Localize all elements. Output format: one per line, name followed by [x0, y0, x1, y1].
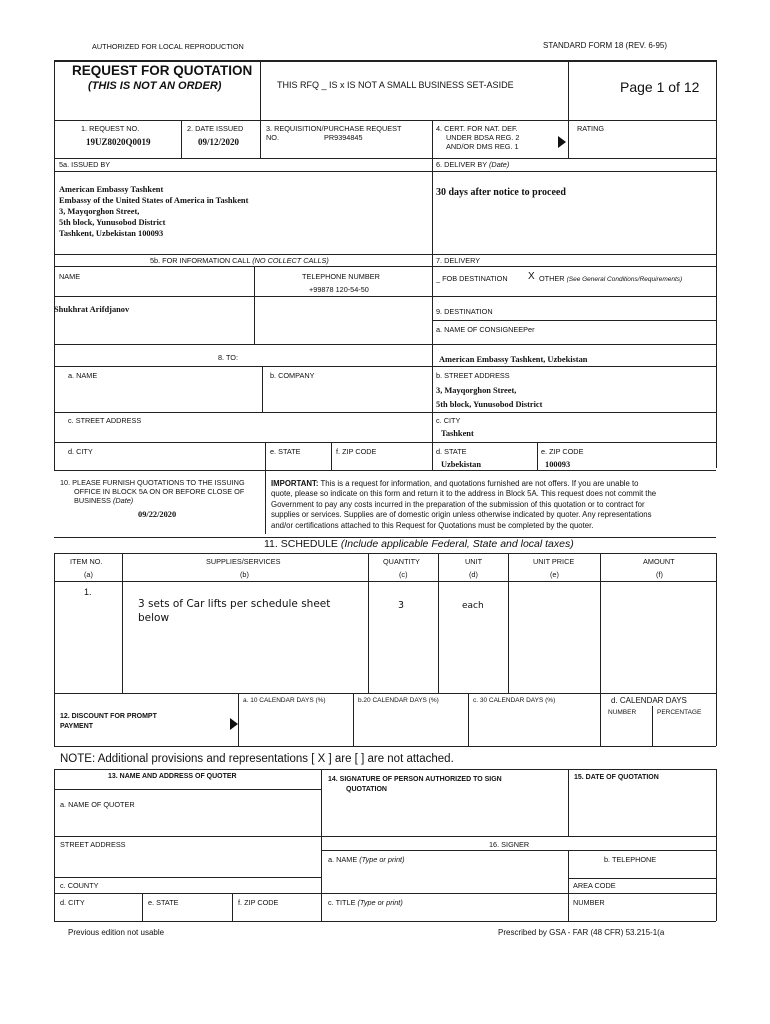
footer-prescribed-by: Prescribed by GSA - FAR (48 CFR) 53.215-1(a [498, 928, 665, 937]
col-f: (f) [656, 570, 663, 579]
zip-value: 100093 [545, 460, 571, 469]
delivery-other: OTHER (See General Conditions/Requirements) [539, 274, 683, 283]
to-state-label: e. STATE [270, 447, 301, 456]
col-supplies: SUPPLIES/SERVICES [206, 557, 281, 566]
item-description: 3 sets of Car lifts per schedule sheet below [138, 598, 331, 624]
col-unit: UNIT [465, 557, 483, 566]
contact-name-value: Shukhrat Arifdjanov [54, 305, 130, 314]
city-value: Tashkent [441, 429, 474, 438]
reproduction-note: AUTHORIZED FOR LOCAL REPRODUCTION [92, 42, 244, 51]
col-e: (e) [550, 570, 559, 579]
street-label: b. STREET ADDRESS [436, 371, 510, 380]
to-zip-label: f. ZIP CODE [336, 447, 377, 456]
request-no-value: 19UZ8020Q0019 [86, 137, 151, 147]
deliver-by-label: 6. DELIVER BY (Date) [436, 160, 510, 169]
item-number: 1. [84, 587, 92, 597]
schedule-title: 11. SCHEDULE (Include applicable Federal, State and local taxes) [264, 538, 574, 550]
requisition-no-label: NO. [266, 133, 279, 142]
state-label: d. STATE [436, 447, 467, 456]
discount-number: NUMBER [608, 709, 637, 716]
col-c: (c) [399, 570, 408, 579]
to-city-label: d. CITY [68, 447, 93, 456]
col-item-no: ITEM NO. [70, 557, 103, 566]
important-notice: IMPORTANT: This is a request for information, and quotations furnished are not offers. If you are unable to quote, please so indicate on this form and return it to the address in Block 5A. This request does not commit the Government to pay any costs incurred in the preparation of the submission of this quotation or to contract for supplies or services. Supplies are of domestic origin unless otherwise indicated by quoter. Any representations and/or certifications attached to this Request for Quotations must be completed by the quoter. [271, 479, 657, 530]
footer-edition-note: Previous edition not usable [68, 928, 165, 937]
signer-telephone-label: b. TELEPHONE [604, 855, 657, 864]
col-amount: AMOUNT [643, 557, 675, 566]
destination-label: 9. DESTINATION [436, 307, 493, 316]
item-quantity: 3 [398, 600, 405, 611]
phone-number-label: NUMBER [573, 898, 605, 907]
delivery-label: 7. DELIVERY [436, 256, 481, 265]
col-unit-price: UNIT PRICE [533, 557, 575, 566]
quoter-zip-label: f. ZIP CODE [238, 898, 279, 907]
fob-destination: _ FOB DESTINATION [436, 274, 508, 283]
info-call-label: 5b. FOR INFORMATION CALL (NO COLLECT CALLS) [150, 256, 329, 265]
form-subtitle: (THIS IS NOT AN ORDER) [88, 80, 222, 92]
issued-by-label: 5a. ISSUED BY [59, 160, 111, 169]
to-street-label: c. STREET ADDRESS [68, 416, 142, 425]
col-d: (d) [469, 570, 478, 579]
consignee-label: a. NAME OF CONSIGNEEPer [436, 325, 535, 334]
col-b: (b) [240, 570, 249, 579]
quoter-name-label: a. NAME OF QUOTER [60, 800, 135, 809]
cert-label-3: AND/OR DMS REG. 1 [446, 142, 519, 151]
requisition-value: PR9394845 [324, 133, 363, 142]
signer-title-label: c. TITLE (Type or print) [328, 898, 403, 907]
discount-20-days: b.20 CALENDAR DAYS (%) [358, 697, 439, 704]
issued-by-address: American Embassy Tashkent Embassy of the United States of America in Tashkent 3, Mayqorghon Street, 5th block, Yunusobod District Tashkent, Uzbekistan 100093 [59, 185, 249, 238]
telephone-label: TELEPHONE NUMBER [302, 272, 380, 281]
deliver-by-value: 30 days after notice to proceed [436, 187, 566, 198]
discount-label: 12. DISCOUNT FOR PROMPT PAYMENT [60, 713, 157, 730]
quoter-city-label: d. CITY [60, 898, 85, 907]
arrow-right-icon [230, 718, 238, 730]
city-label: c. CITY [436, 416, 461, 425]
discount-percentage: PERCENTAGE [657, 709, 702, 716]
area-code-label: AREA CODE [573, 881, 616, 890]
other-check[interactable]: X [528, 271, 535, 282]
consignee-value: American Embassy Tashkent, Uzbekistan [439, 355, 588, 364]
state-value: Uzbekistan [441, 460, 482, 469]
discount-calendar-days: d. CALENDAR DAYS [611, 696, 687, 705]
requisition-label: 3. REQUISITION/PURCHASE REQUEST [266, 124, 402, 133]
discount-10-days: a. 10 CALENDAR DAYS (%) [243, 697, 326, 704]
to-label: 8. TO: [218, 353, 239, 362]
signer-label: 16. SIGNER [489, 840, 530, 849]
form-number: STANDARD FORM 18 (REV. 6-95) [543, 41, 668, 50]
quoter-label: 13. NAME AND ADDRESS OF QUOTER [108, 773, 237, 780]
quoter-county-label: c. COUNTY [60, 881, 99, 890]
date-issued-value: 09/12/2020 [198, 137, 240, 147]
street-value: 3, Mayqorghon Street, 5th block, Yunusobod District [436, 386, 543, 409]
to-name-label: a. NAME [68, 371, 98, 380]
arrow-right-icon [558, 136, 566, 148]
request-no-label: 1. REQUEST NO. [81, 124, 140, 133]
attachment-note: NOTE: Additional provisions and representations [ X ] are [ ] are not attached. [60, 753, 454, 765]
discount-30-days: c. 30 CALENDAR DAYS (%) [473, 697, 556, 704]
set-aside-text: THIS RFQ _ IS x IS NOT A SMALL BUSINESS SET-ASIDE [277, 80, 514, 90]
furnish-quotations-label: 10. PLEASE FURNISH QUOTATIONS TO THE ISSUING OFFICE IN BLOCK 5A ON OR BEFORE CLOSE OF BUSINESS (Date) [60, 478, 245, 505]
date-issued-label: 2. DATE ISSUED [187, 124, 244, 133]
telephone-value: +99878 120-54-50 [309, 285, 369, 294]
col-a: (a) [84, 570, 93, 579]
to-company-label: b. COMPANY [270, 371, 315, 380]
signature-label: 14. SIGNATURE OF PERSON AUTHORIZED TO SIGN QUOTATION [328, 776, 502, 793]
signer-name-label: a. NAME (Type or print) [328, 855, 405, 864]
page-indicator: Page 1 of 12 [620, 79, 700, 95]
rating-label: RATING [577, 124, 605, 133]
quote-due-date: 09/22/2020 [138, 510, 177, 519]
item-unit: each [462, 601, 484, 611]
cert-label-1: 4. CERT. FOR NAT. DEF. [436, 124, 518, 133]
zip-label: e. ZIP CODE [541, 447, 584, 456]
quoter-street-label: STREET ADDRESS [60, 840, 126, 849]
form-title: REQUEST FOR QUOTATION [72, 63, 253, 78]
col-quantity: QUANTITY [383, 557, 420, 566]
quoter-state-label: e. STATE [148, 898, 179, 907]
date-of-quotation-label: 15. DATE OF QUOTATION [574, 774, 659, 781]
contact-name-label: NAME [59, 272, 81, 281]
cert-label-2: UNDER BDSA REG. 2 [446, 133, 520, 142]
